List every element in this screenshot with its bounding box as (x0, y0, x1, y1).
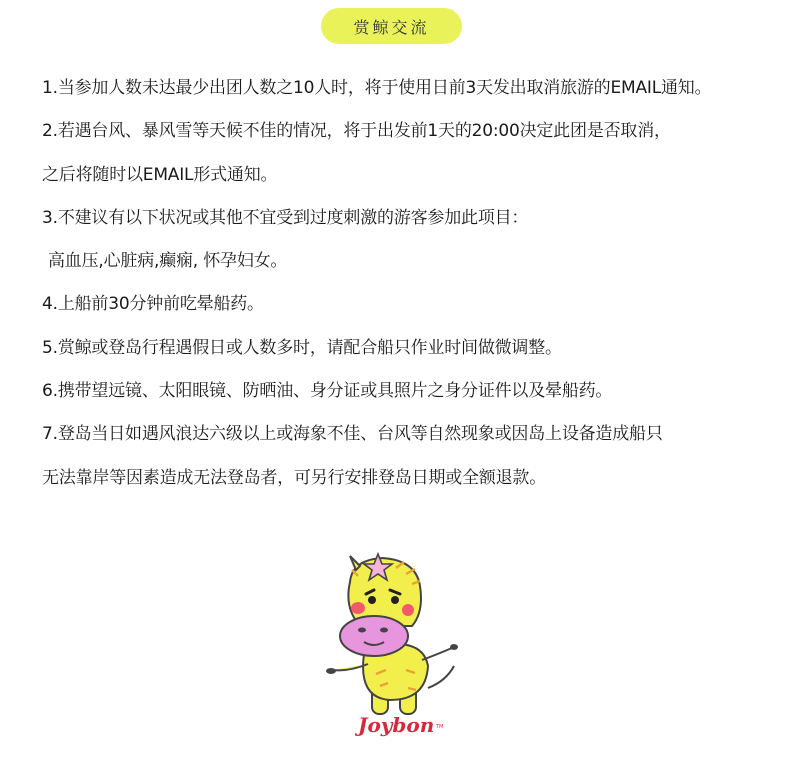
section-title: 赏鲸交流 (353, 17, 430, 37)
notice-line-2-continued: 之后将随时以EMAIL形式通知。 (42, 164, 278, 185)
notice-line-7-continued: 无法靠岸等因素造成无法登岛者，可另行安排登岛日期或全额退款。 (42, 467, 546, 488)
notice-line-3: 3.不建议有以下状况或其他不宜受到过度刺激的游客参加此项目： (42, 207, 529, 228)
notice-line-7: 7.登岛当日如遇风浪达六级以上或海象不佳、台风等自然现象或因岛上设备造成船只 (42, 424, 663, 445)
notice-line-3-conditions: 高血压,心脏病,癫痫, 怀孕妇女。 (48, 251, 288, 272)
notice-list (42, 70, 782, 503)
notice-line-1: 1.当参加人数未达最少出团人数之10人时，将于使用日前3天发出取消旅游的EMAIL通知。 (42, 78, 712, 98)
notice-line-5: 5.赏鲸或登岛行程遇假日或人数多时，请配合船只作业时间做微调整。 (42, 337, 562, 358)
notice-line-6: 6.携带望远镜、太阳眼镜、防晒油、身分证或具照片之身分证件以及晕船药。 (42, 381, 613, 402)
joybon-logo-text: Joybon (358, 713, 435, 737)
section-title-badge (321, 8, 462, 44)
notice-line-4: 4.上船前30分钟前吃晕船药。 (42, 294, 264, 315)
joybon-logo (352, 706, 452, 746)
trademark-mark: TM (436, 724, 444, 730)
notice-line-2: 2.若遇台风、暴风雪等天候不佳的情况，将于出发前1天的20:00决定此团是否取消， (42, 121, 671, 142)
